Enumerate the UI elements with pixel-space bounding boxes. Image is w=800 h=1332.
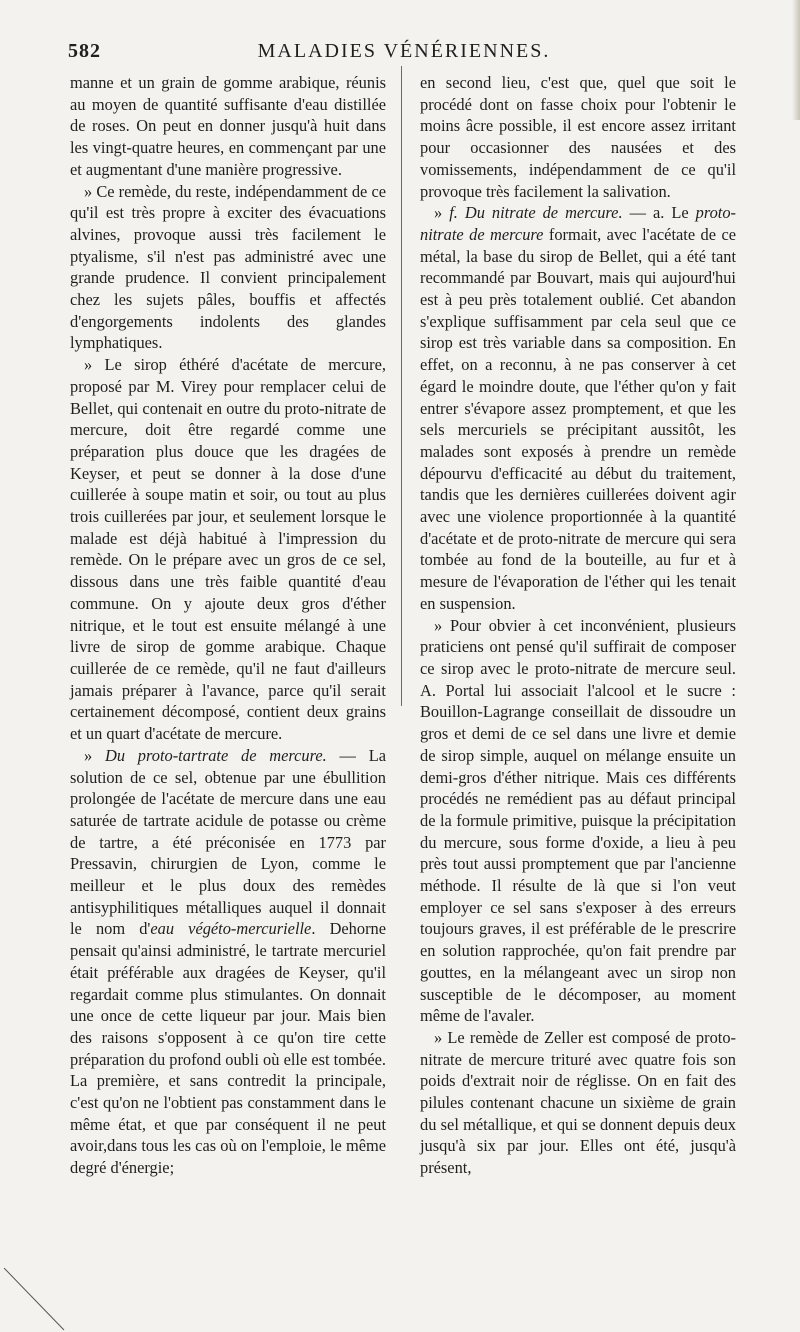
paragraph-text: . Dehorne pensait qu'ainsi administré, le tartrate mercuriel était préférable aux dragées de Keyser, qu'il regardait comme plus stimulantes. On donnait une once de cette liqueur par jour. Mais bien des raisons s'opposent à ce qu'on tire cette préparation du profond oubli où elle est tombée. La première, et sans contredit la principale, c'est qu'on ne l'obtient pas constamment dans le même état, et que par conséquent il ne peut avoir,dans tous les cas où on l'emploie, le même degré d'énergie;	[70, 919, 386, 1178]
paragraph: manne et un grain de gomme arabique, réunis au moyen de quantité suffisante d'eau distillée de roses. On peut en donner jusqu'à huit dans les vingt-quatre heures, en commençant par une et augmentant d'une manière progressive.	[70, 73, 386, 179]
italic-term: proto-nitrate de mercure	[420, 203, 736, 244]
paragraph-text: — La solution de ce sel, obtenue par une ébullition prolongée de l'acétate de mercure dans une eau saturée de tartrate acidule de potasse ou crème de tartre, a été préconisée en 1773 par Pressavin, chirurgien de Lyon, comme le meilleur et le plus doux des remèdes antisyphilitiques métalliques auquel il donnait le nom d'	[70, 745, 386, 939]
column-divider	[401, 66, 402, 706]
page-edge-shadow	[792, 0, 800, 120]
corner-pencil-mark	[0, 1268, 70, 1332]
paragraph-text: formait, avec l'acétate de ce métal, la base du sirop de Bellet, qui a été tant recommandé par Bouvart, mais qui aujourd'hui est à peu près totalement oublié. Cet abandon s'explique suffisamment par cela seul que ce sirop est très variable dans sa composition. En effet, on a reconnu, à ne pas conserver à cet égard le moindre doute, que l'éther qu'on y fait entrer s'évapore assez promptement, et que les sels mercuriels se précipitant aussitôt, les malades sont exposés à prendre un remède dépourvu d'efficacité au début du traitement, tandis que les dernières cuillerées doivent agir avec une violence proportionnée à la quantité d'acétate et de proto-nitrate de mercure qui sera tombée au fond de la bouteille, au fur et à mesure de l'évaporation de l'éther qui les tenait en suspension.	[420, 224, 736, 613]
paragraph: » Pour obvier à cet inconvénient, plusieurs praticiens ont pensé qu'il suffirait de composer ce sirop avec le proto-nitrate de mercure seul. A. Portal lui associait l'alcool et le sucre : Bouillon-Lagrange conseillait de dissoudre un gros et demi de ce sel dans une livre et demie de sirop simple, auquel on mélange ensuite un demi-gros d'éther nitrique. Mais ces différents procédés ne remédient pas au défaut principal de la formule primitive, puisque la précipitation du mercure, sous forme d'oxide, a lieu à peu près tout aussi promptement que par l'ancienne méthode. Il résulte de là que si l'on veut employer ce sel sans s'exposer à des erreurs toujours graves, il est préférable de le prescrire en solution rapprochée, qu'on fait prendre par gouttes, en la mélangeant avec un sirop non susceptible de le décomposer, au moment même de l'avaler.	[420, 615, 736, 1026]
paragraph: » Le remède de Zeller est composé de proto-nitrate de mercure trituré avec quatre fois son poids d'extrait noir de réglisse. On en fait des pilules contenant chacune un sixième de grain du sel métallique, et qui se donnent depuis deux jusqu'à six par jour. Elles ont été, jusqu'à présent,	[420, 1027, 736, 1178]
page-header	[68, 40, 740, 68]
left-column	[70, 72, 386, 1179]
paragraph: » Ce remède, du reste, indépendamment de ce qu'il est très propre à exciter des évacuations alvines, provoque aussi très facilement le ptyalisme, s'il n'est pas administré avec une grande prudence. Il convient principalement chez les sujets pâles, bouffis et affectés d'engorgements indolents des glandes lymphatiques.	[70, 181, 386, 353]
page-number: 582	[68, 40, 101, 62]
paragraph: en second lieu, c'est que, quel que soit le procédé dont on fasse choix pour l'obtenir le moins âcre possible, il est encore assez irritant pour occasionner des nausées et des vomissements, indépendamment de ce qu'il provoque très facilement la salivation.	[420, 73, 736, 201]
paragraph	[70, 745, 386, 1179]
running-title: MALADIES VÉNÉRIENNES.	[257, 40, 551, 62]
paragraph	[420, 202, 736, 614]
section-title: Du proto-tartrate de mercure.	[104, 745, 327, 765]
paragraph: » Le sirop éthéré d'acétate de mercure, proposé par M. Virey pour remplacer celui de Bellet, qui contenait en outre du proto-nitrate de mercure, doit être regardé comme une préparation plus douce que les dragées de Keyser, et peut se donner à la dose d'une cuillerée à soupe matin et soir, ou tout au plus trois cuillerées par jour, et seulement lorsque le malade est déjà habitué à l'impression du remède. On le prépare avec un gros de ce sel, dissous dans une très faible quantité d'eau commune. On y ajoute deux gros d'éther nitrique, et le tout est ensuite mélangé à une livre de sirop de gomme arabique. Chaque cuillerée de ce remède, qu'il ne faut d'ailleurs jamais préparer à l'avance, parce qu'il serait certainement décomposé, contient deux grains et un quart d'acétate de mercure.	[70, 355, 386, 744]
section-title: f. Du nitrate de mercure.	[449, 203, 623, 223]
paragraph-lead: »	[84, 745, 105, 765]
paragraph-lead: »	[434, 203, 450, 223]
paragraph-text: — a. Le	[622, 203, 696, 223]
italic-term: eau végéto-mercurielle	[150, 919, 312, 939]
right-column	[420, 72, 736, 1179]
